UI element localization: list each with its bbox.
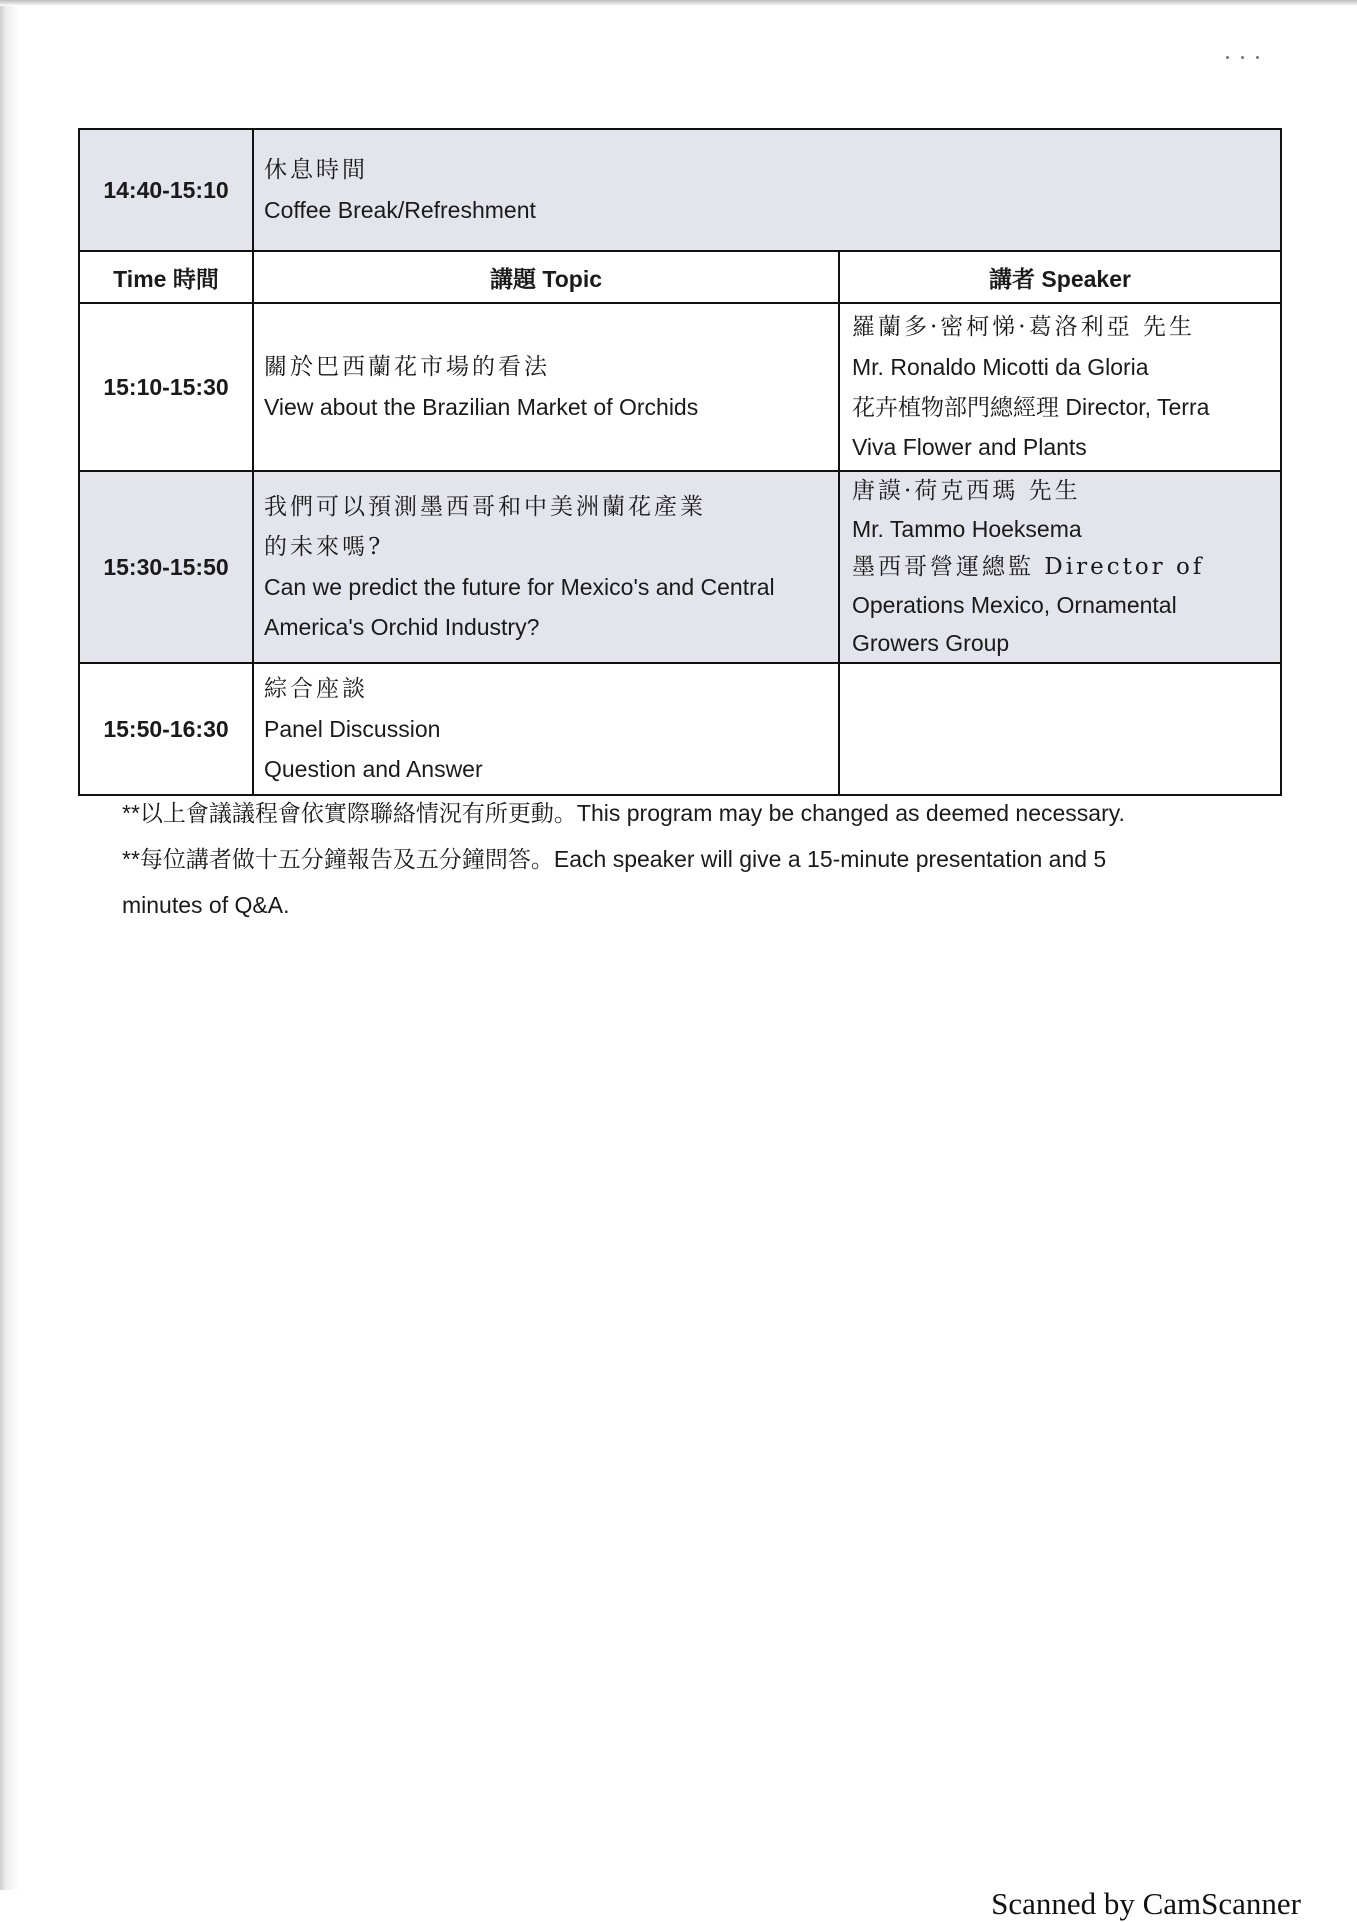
topic-line: America's Orchid Industry?: [264, 614, 540, 640]
footnote-line: **每位講者做十五分鐘報告及五分鐘問答。Each speaker will give a 15-minute presentation and 5: [122, 846, 1107, 872]
header-row: [79, 251, 1281, 303]
break-time: 14:40-15:10: [79, 129, 253, 251]
session-topic: [253, 303, 839, 471]
topic-line: Panel Discussion: [264, 716, 441, 742]
speaker-line: 墨西哥營運總監 Director of: [852, 554, 1205, 580]
session-speaker-empty: [839, 663, 1281, 795]
topic-line: 的未來嗎?: [264, 534, 384, 560]
session-time: 15:30-15:50: [79, 471, 253, 663]
session-topic: [253, 663, 839, 795]
speaker-line: 唐謨·荷克西瑪 先生: [852, 478, 1081, 504]
scan-page-edge: [0, 0, 20, 1890]
session-row: [79, 303, 1281, 471]
break-topic-cell: [253, 129, 1281, 251]
break-row: [79, 129, 1281, 251]
session-speaker: [839, 471, 1281, 663]
topic-line: Question and Answer: [264, 756, 483, 782]
speaker-line: Growers Group: [852, 630, 1010, 656]
agenda-table: [78, 128, 1282, 796]
speaker-line: Viva Flower and Plants: [852, 434, 1087, 460]
topic-line: Can we predict the future for Mexico's and Central: [264, 574, 775, 600]
break-topic-zh: 休息時間: [264, 157, 368, 183]
topic-line: 我們可以預測墨西哥和中美洲蘭花產業: [264, 494, 706, 520]
speaker-line: 花卉植物部門總經理 Director, Terra: [852, 394, 1210, 420]
session-time: 15:50-16:30: [79, 663, 253, 795]
topic-line: View about the Brazilian Market of Orchids: [264, 394, 699, 420]
break-topic-en: Coffee Break/Refreshment: [264, 197, 536, 223]
scan-top-edge: [0, 0, 1357, 6]
speaker-line: 羅蘭多·密柯悌·葛洛利亞 先生: [852, 314, 1195, 340]
header-time: Time 時間: [79, 251, 253, 303]
topic-line: 關於巴西蘭花市場的看法: [264, 354, 550, 380]
session-topic: [253, 471, 839, 663]
topic-line: 綜合座談: [264, 676, 368, 702]
speaker-line: Operations Mexico, Ornamental: [852, 592, 1177, 618]
scanner-watermark: Scanned by CamScanner: [991, 1886, 1301, 1921]
speaker-line: Mr. Tammo Hoeksema: [852, 516, 1082, 542]
speaker-line: Mr. Ronaldo Micotti da Gloria: [852, 354, 1149, 380]
footnotes: [122, 790, 1262, 928]
session-speaker: [839, 303, 1281, 471]
session-time: 15:10-15:30: [79, 303, 253, 471]
footnote-line: minutes of Q&A.: [122, 892, 290, 918]
footnote-line: **以上會議議程會依實際聯絡情況有所更動。This program may be changed as deemed necessary.: [122, 800, 1125, 826]
scan-artifact-dots: [1226, 46, 1286, 52]
header-topic: 講題 Topic: [253, 251, 839, 303]
session-row: [79, 471, 1281, 663]
header-speaker: 講者 Speaker: [839, 251, 1281, 303]
session-row: [79, 663, 1281, 795]
